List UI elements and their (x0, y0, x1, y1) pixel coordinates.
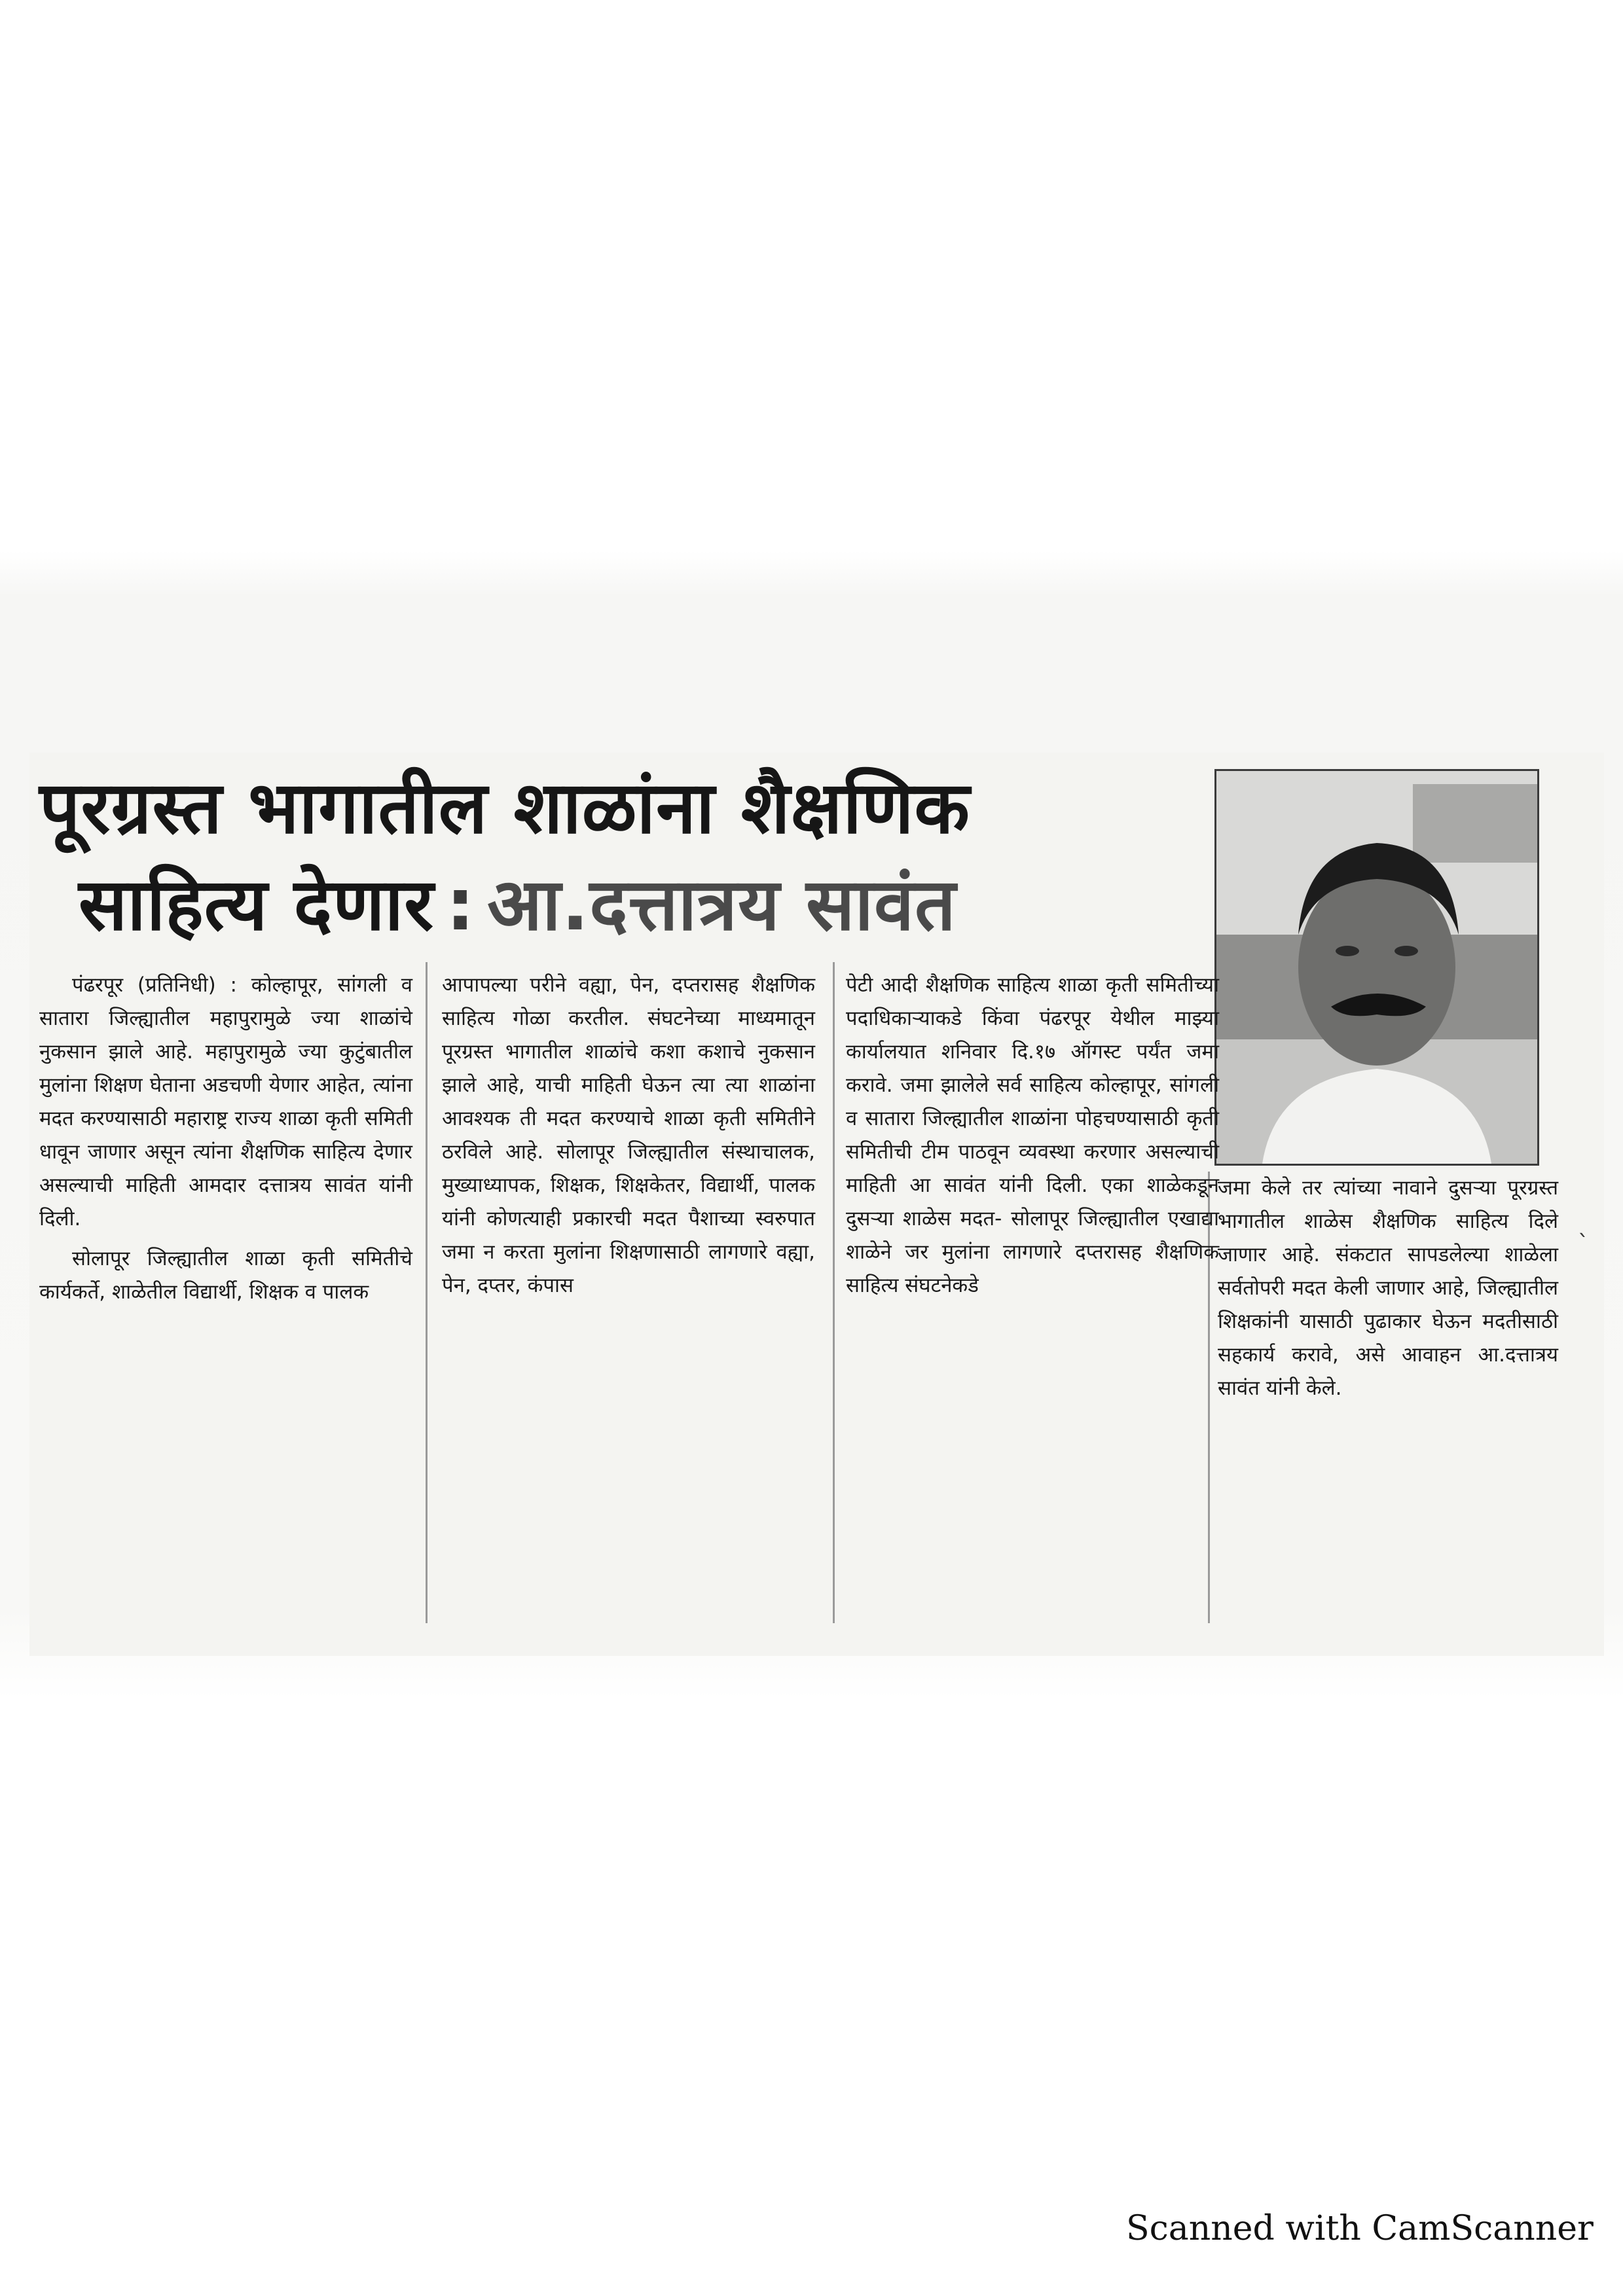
scanner-watermark: Scanned with CamScanner (1126, 2209, 1594, 2248)
article-column-4 (1218, 1172, 1558, 1405)
column-3-paragraph-1: पेटी आदी शैक्षणिक साहित्य शाळा कृती समितीच्या पदाधिकाऱ्याकडे किंवा पंढरपूर येथील माझ्या कार्यालयात शनिवार दि.१७ ऑगस्ट पर्यंत जमा करावे. जमा झालेले सर्व साहित्य कोल्हापूर, सांगली व सातारा जिल्ह्यातील शाळांना पोहचण्यासाठी कृती समितीची टीम पाठवून व्यवस्था करणार असल्याची माहिती आ सावंत यांनी दिली. एका शाळेकडून दुसऱ्या शाळेस मदत- सोलापूर जिल्ह्यातील एखाद्या शाळेने जर मुलांना लागणारे दप्तरासह शैक्षणिक साहित्य संघटनेकडे (846, 973, 1219, 1297)
article-headline (39, 759, 1192, 953)
column-1-paragraph-2: सोलापूर जिल्ह्यातील शाळा कृती समितीचे कार्यकर्ते, शाळेतील विद्यार्थी, शिक्षक व पालक (39, 1247, 412, 1304)
portrait-illustration (1216, 771, 1537, 1164)
column-rule-2 (833, 962, 835, 1623)
person-portrait-photo (1214, 769, 1539, 1166)
article-column-3 (846, 969, 1219, 1309)
column-rule-1 (426, 962, 428, 1623)
headline-line-1: पूरग्रस्त भागातील शाळांना शैक्षणिक (39, 766, 970, 850)
headline-line-2-start: साहित्य देणार (79, 863, 435, 946)
article-column-1 (39, 969, 412, 1316)
column-1-paragraph-1: पंढरपूर (प्रतिनिधी) : कोल्हापूर, सांगली व सातारा जिल्ह्यातील महापुरामुळे ज्या शाळांचे नुकसान झाले आहे. महापुरामुळे ज्या कुटुंबातील मुलांना शिक्षण घेताना अडचणी येणार आहेत, त्यांना मदत करण्यासाठी महाराष्ट्र राज्य शाळा कृती समिती धावून जाणार असून त्यांना शैक्षणिक साहित्य देणार असल्याची माहिती आमदार दत्तात्रय सावंत यांनी दिली. (39, 973, 412, 1230)
article-column-2 (442, 969, 815, 1309)
column-4-paragraph-1: जमा केले तर त्यांच्या नावाने दुसऱ्या पूरग्रस्त भागातील शाळेस शैक्षणिक साहित्य दिले जाणार आहे. संकटात सापडलेल्या शाळेला सर्वतोपरी मदत केली जाणार आहे, जिल्ह्यातील शिक्षकांनी यासाठी पुढाकार घेऊन मदतीसाठी सहकार्य करावे, असे आवाहन आ.दत्तात्रय सावंत यांनी केले. (1218, 1176, 1558, 1400)
column-2-paragraph-1: आपापल्या परीने वह्या, पेन, दप्तरासह शैक्षणिक साहित्य गोळा करतील. संघटनेच्या माध्यमातून पूरग्रस्त भागातील शाळांचे कशा कशाचे नुकसान झाले आहे, याची माहिती घेऊन त्या त्या शाळांना आवश्यक ती मदत करण्याचे शाळा कृती समितीने ठरविले आहे. सोलापूर जिल्ह्यातील संस्थाचालक, मुख्याध्यापक, शिक्षक, शिक्षकेतर, विद्यार्थी, पालक यांनी कोणत्याही प्रकारची मदत पैशाच्या स्वरुपात जमा न करता मुलांना शिक्षणासाठी लागणारे वह्या, पेन, दप्तर, कंपास (442, 973, 815, 1297)
headline-line-2 (39, 856, 1192, 953)
scan-artifact-mark: ` (1578, 1230, 1589, 1257)
headline-separator: : (446, 863, 476, 946)
headline-line-2-end: आ.दत्तात्रय सावंत (487, 863, 957, 946)
